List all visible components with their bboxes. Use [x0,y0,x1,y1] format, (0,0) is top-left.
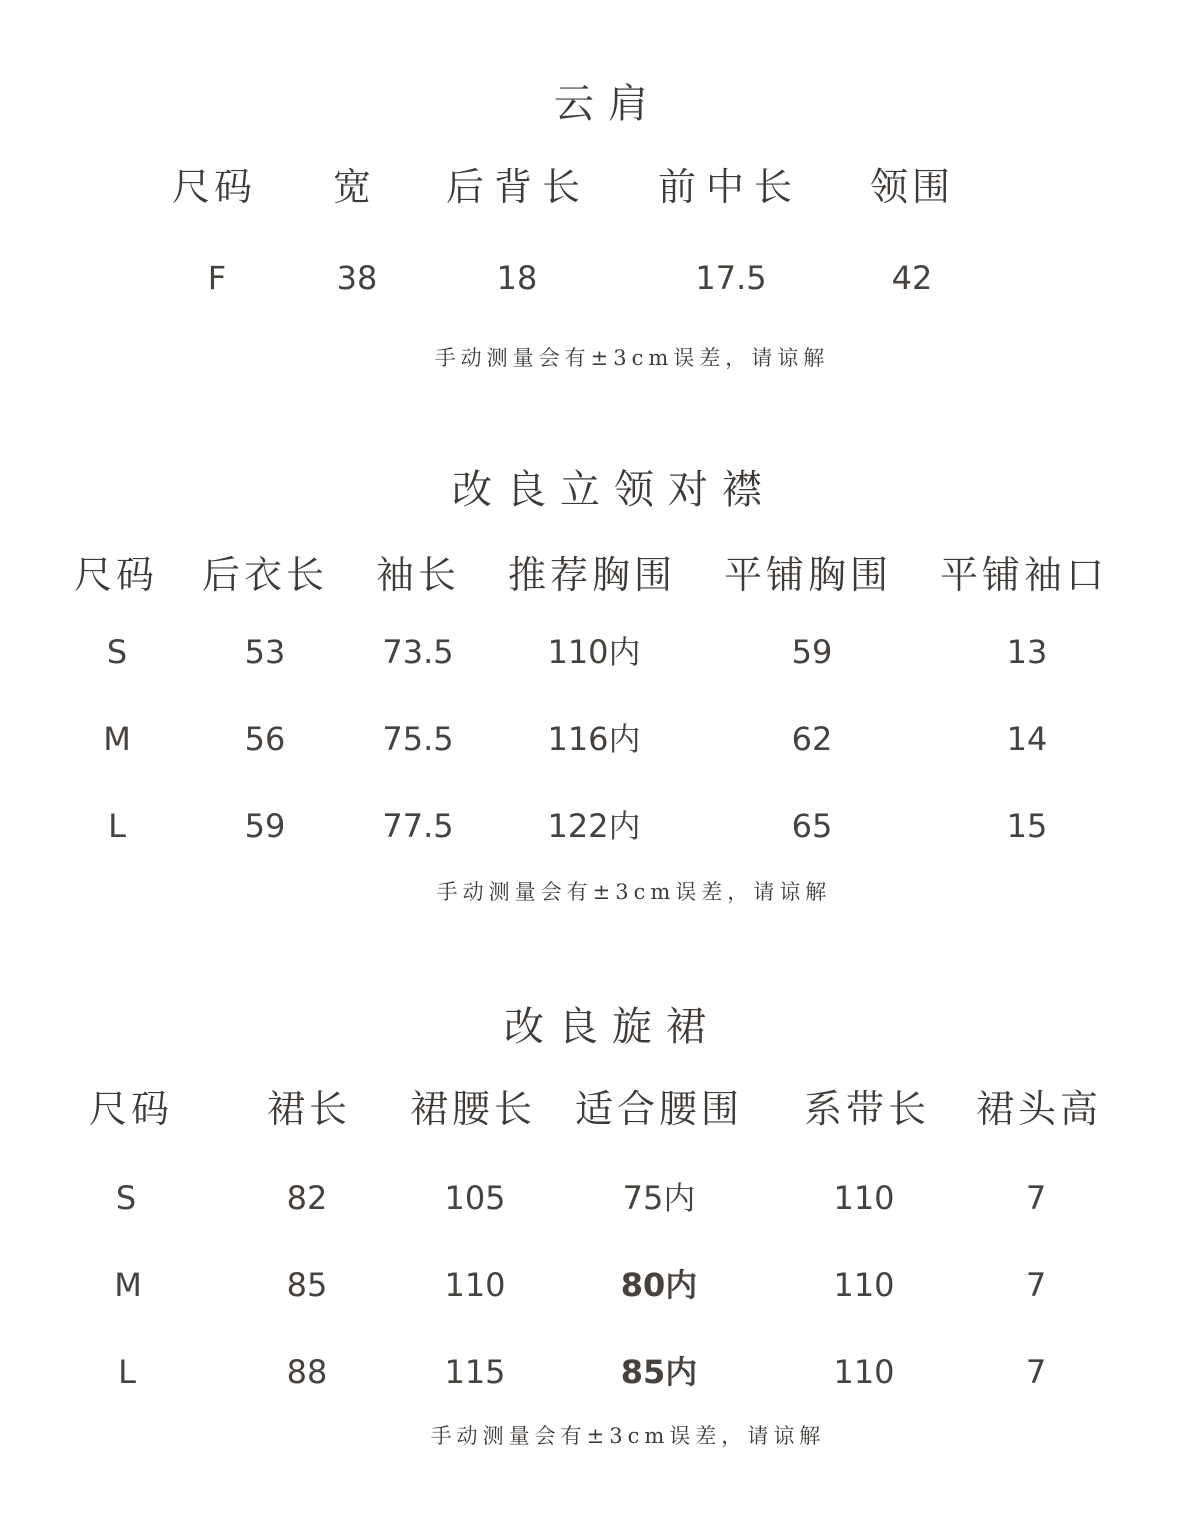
cell-sleeve-length: 75.5 [382,720,454,758]
measurement-note: 手动测量会有±3cm误差，请谅解 [434,346,830,370]
section-title: 云肩 [554,81,662,127]
section-title: 改良旋裙 [504,1004,720,1050]
column-header-flat-cuff: 平铺袖口 [939,553,1109,597]
cell-flat-cuff: 15 [1006,807,1048,845]
cell-flat-bust: 59 [791,633,833,671]
cell-recommended-bust: 116内 [547,720,641,758]
column-header-sleeve-length: 袖长 [375,553,461,597]
column-header-size: 尺码 [73,553,159,597]
cell-waistband-height: 7 [1025,1266,1047,1304]
column-header-back-length: 后衣长 [201,553,329,597]
cell-flat-bust: 62 [791,720,833,758]
cell-tie-length: 110 [833,1179,895,1217]
column-header-recommended-bust: 推荐胸围 [507,553,677,597]
cell-skirt-length: 82 [286,1179,328,1217]
cell-fit-waist: 85内 [620,1353,698,1391]
column-header-width: 宽 [332,165,376,209]
cell-size: S [115,1179,137,1217]
cell-front-length: 17.5 [695,259,767,297]
column-header-collar: 领围 [869,165,955,209]
cell-size: F [207,259,227,297]
cell-sleeve-length: 77.5 [382,807,454,845]
column-header-size: 尺码 [88,1087,174,1131]
column-header-flat-bust: 平铺胸围 [723,553,893,597]
cell-waistband-length: 105 [444,1179,506,1217]
cell-back-length: 53 [244,633,286,671]
cell-flat-bust: 65 [791,807,833,845]
cell-size: M [103,720,131,758]
cell-sleeve-length: 73.5 [382,633,454,671]
column-header-size: 尺码 [171,165,257,209]
column-header-waistband-height: 裙头高 [975,1087,1103,1131]
cell-size: L [118,1353,136,1391]
column-header-waistband-length: 裙腰长 [409,1087,537,1131]
cell-size: S [106,633,128,671]
cell-flat-cuff: 14 [1006,720,1048,758]
cell-skirt-length: 85 [286,1266,328,1304]
cell-fit-waist: 80内 [620,1266,698,1304]
cell-waistband-height: 7 [1025,1353,1047,1391]
cell-waistband-height: 7 [1025,1179,1047,1217]
column-header-front-length: 前中长 [657,165,803,209]
cell-skirt-length: 88 [286,1353,328,1391]
cell-tie-length: 110 [833,1353,895,1391]
cell-flat-cuff: 13 [1006,633,1048,671]
column-header-skirt-length: 裙长 [266,1087,352,1131]
cell-size: L [108,807,126,845]
column-header-back-length: 后背长 [445,165,591,209]
column-header-fit-waist: 适合腰围 [574,1087,744,1131]
cell-recommended-bust: 110内 [547,633,641,671]
measurement-note: 手动测量会有±3cm误差，请谅解 [430,1424,826,1448]
cell-tie-length: 110 [833,1266,895,1304]
cell-fit-waist: 75内 [622,1179,696,1217]
cell-waistband-length: 115 [444,1353,506,1391]
cell-back-length: 18 [496,259,538,297]
cell-back-length: 56 [244,720,286,758]
cell-waistband-length: 110 [444,1266,506,1304]
column-header-tie-length: 系带长 [803,1087,931,1131]
cell-width: 38 [336,259,378,297]
section-title: 改良立领对襟 [452,467,776,513]
cell-collar: 42 [891,259,933,297]
cell-size: M [114,1266,142,1304]
cell-back-length: 59 [244,807,286,845]
measurement-note: 手动测量会有±3cm误差，请谅解 [436,880,832,904]
cell-recommended-bust: 122内 [547,807,641,845]
